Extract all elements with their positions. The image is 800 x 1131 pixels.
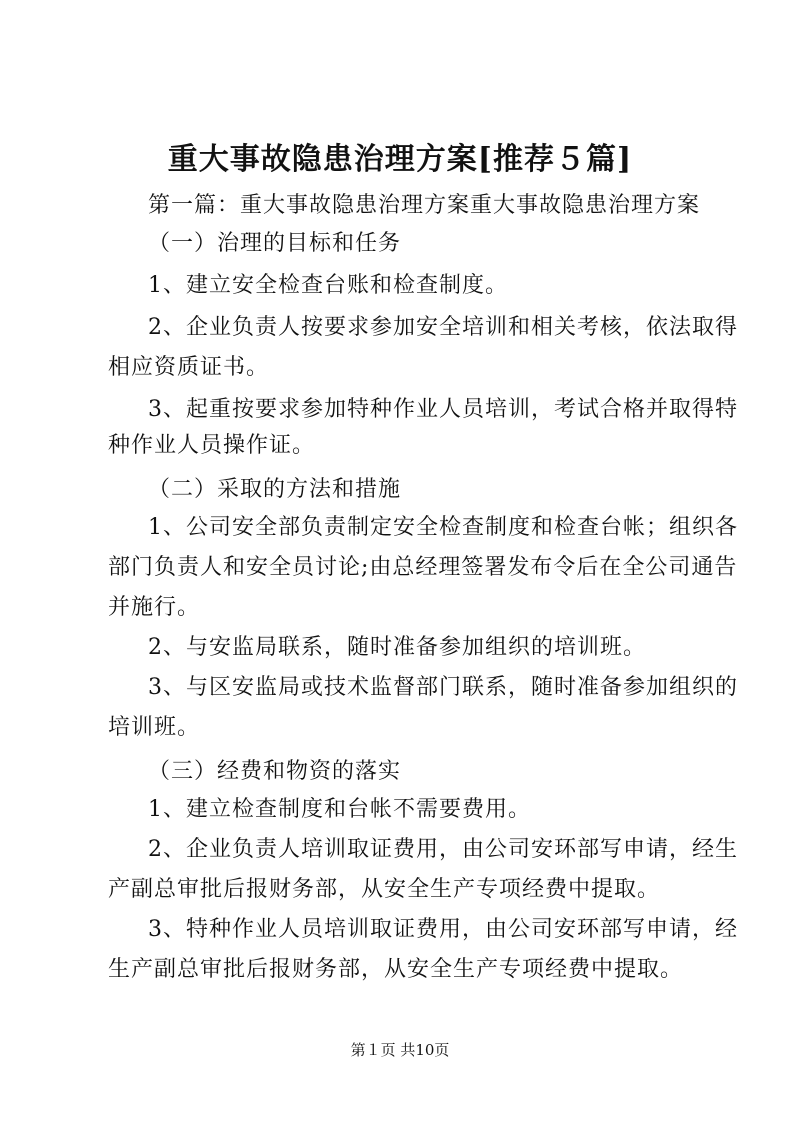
paragraph-line: 产副总审批后报财务部，从安全生产专项经费中提取。: [108, 877, 661, 902]
paragraph-line: 培训班。: [108, 715, 201, 740]
paragraph-line: 3、起重按要求参加特种作业人员培训，考试合格并取得特: [148, 397, 738, 422]
subheading-3: （三）经费和物资的落实: [148, 759, 402, 784]
paragraph-line: 并施行。: [108, 595, 201, 620]
paragraph-line: 种作业人员操作证。: [108, 433, 316, 458]
paragraph-line: 2、企业负责人按要求参加安全培训和相关考核，依法取得: [148, 315, 738, 340]
subheading-2: （二）采取的方法和措施: [148, 477, 402, 502]
paragraph-line: 3、特种作业人员培训取证费用，由公司安环部写申请，经: [148, 917, 738, 942]
paragraph-line: 2、企业负责人培训取证费用，由公司安环部写申请，经生: [148, 837, 738, 862]
subheading-1: （一）治理的目标和任务: [148, 231, 402, 256]
paragraph-line: 3、与区安监局或技术监督部门联系，随时准备参加组织的: [148, 675, 738, 700]
section-heading-part1: 第一篇：重大事故隐患治理方案重大事故隐患治理方案: [148, 193, 701, 218]
paragraph-line: 1、建立检查制度和台帐不需要费用。: [148, 797, 531, 822]
document-title: 重大事故隐患治理方案[推荐５篇]: [167, 142, 633, 177]
page-number-footer: 第１页 共10页: [350, 1041, 450, 1059]
paragraph-line: 部门负责人和安全员讨论;由总经理签署发布令后在全公司通告: [108, 555, 738, 580]
paragraph-line: 生产副总审批后报财务部，从安全生产专项经费中提取。: [108, 957, 684, 982]
paragraph-line: 1、建立安全检查台账和检查制度。: [148, 273, 508, 298]
paragraph-line: 1、公司安全部负责制定安全检查制度和检查台帐；组织各: [148, 515, 738, 540]
paragraph-line: 2、与安监局联系，随时准备参加组织的培训班。: [148, 635, 646, 660]
paragraph-line: 相应资质证书。: [108, 355, 270, 380]
